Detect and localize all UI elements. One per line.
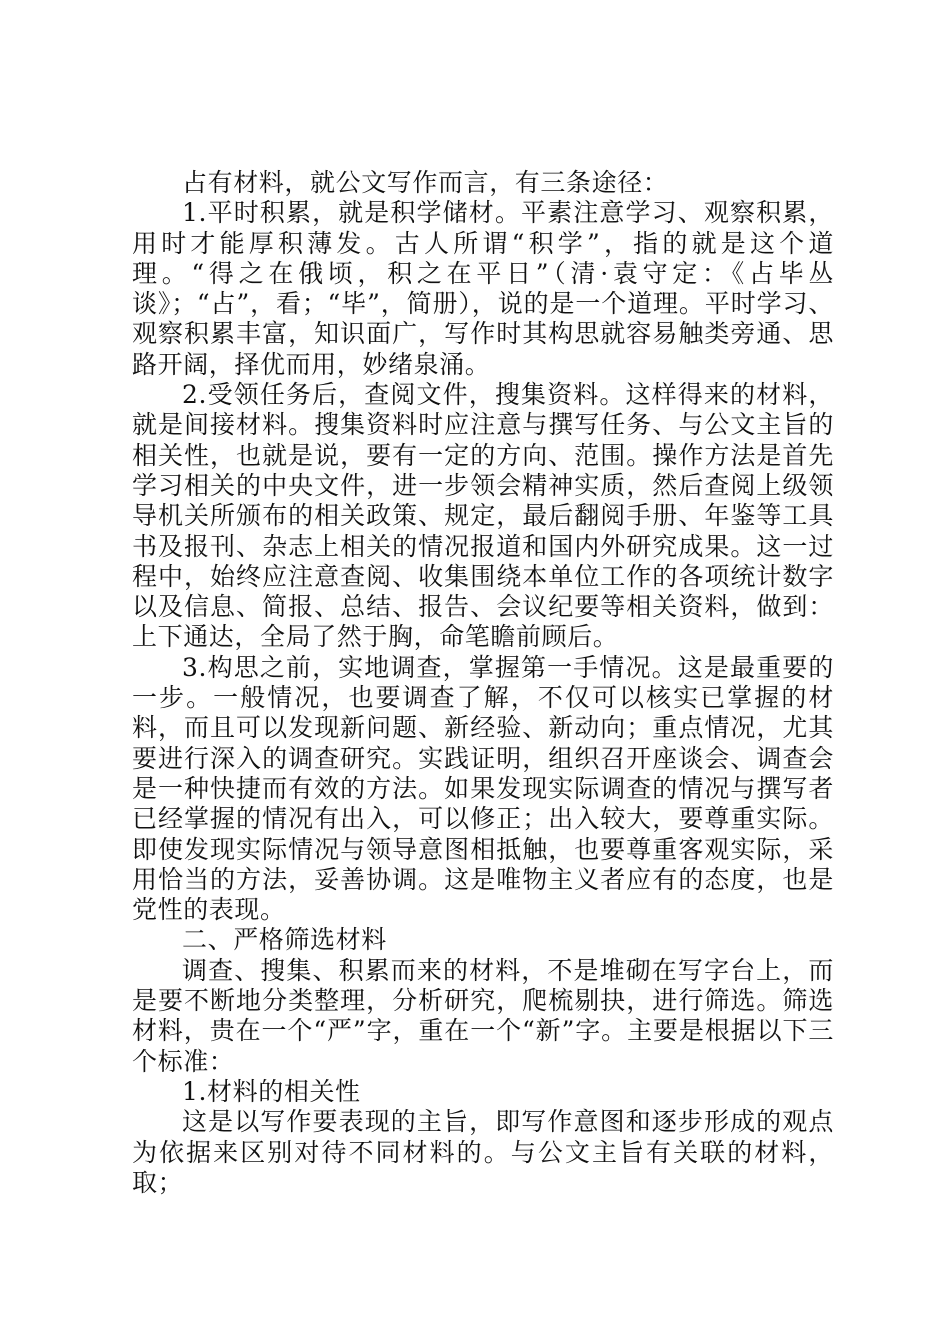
paragraph-item-1: 1.平时积累，就是积学储材。平素注意学习、观察积累，用时才能厚积薄发。古人所谓“积学”，指的就是这个道理。“得之在俄顷，积之在平日”（清·袁守定：《占毕丛谈》；“占”，看；“毕”，简册），说的是一个道理。平时学习、观察积累丰富，知识面广，写作时其构思就容易触类旁通、思路开阔，择优而用，妙绪泉涌。 [132,198,834,379]
paragraph-relevance: 这是以写作要表现的主旨，即写作意图和逐步形成的观点为依据来区别对待不同材料的。与公文主旨有关联的材料，取； [132,1107,834,1197]
paragraph-item-3: 3.构思之前，实地调查，掌握第一手情况。这是最重要的一步。一般情况，也要调查了解，不仅可以核实已掌握的材料，而且可以发现新问题、新经验、新动向；重点情况，尤其要进行深入的调查研究。实践证明，组织召开座谈会、调查会是一种快捷而有效的方法。如果发现实际调查的情况与撰写者已经掌握的情况有出入，可以修正；出入较大，要尊重实际。即使发现实际情况与领导意图相抵触，也要尊重客观实际，采用恰当的方法，妥善协调。这是唯物主义者应有的态度，也是党性的表现。 [132,652,834,925]
paragraph-section-2-intro: 调查、搜集、积累而来的材料，不是堆砌在写字台上，而是要不断地分类整理，分析研究，爬梳剔抉，进行筛选。筛选材料，贵在一个“严”字，重在一个“新”字。主要是根据以下三个标准： [132,955,834,1076]
paragraph-intro: 占有材料，就公文写作而言，有三条途径： [182,168,669,197]
section-heading-2: 二、严格筛选材料 [182,925,387,955]
document-body [132,168,834,1198]
subheading-relevance: 1.材料的相关性 [182,1076,361,1106]
paragraph-item-2: 2.受领任务后，查阅文件，搜集资料。这样得来的材料，就是间接材料。搜集资料时应注意与撰写任务、与公文主旨的相关性，也就是说，要有一定的方向、范围。操作方法是首先学习相关的中央文件，进一步领会精神实质，然后查阅上级领导机关所颁布的相关政策、规定，最后翻阅手册、年鉴等工具书及报刊、杂志上相关的情况报道和国内外研究成果。这一过程中，始终应注意查阅、收集围绕本单位工作的各项统计数字以及信息、简报、总结、报告、会议纪要等相关资料，做到：上下通达，全局了然于胸，命笔瞻前顾后。 [132,380,834,652]
